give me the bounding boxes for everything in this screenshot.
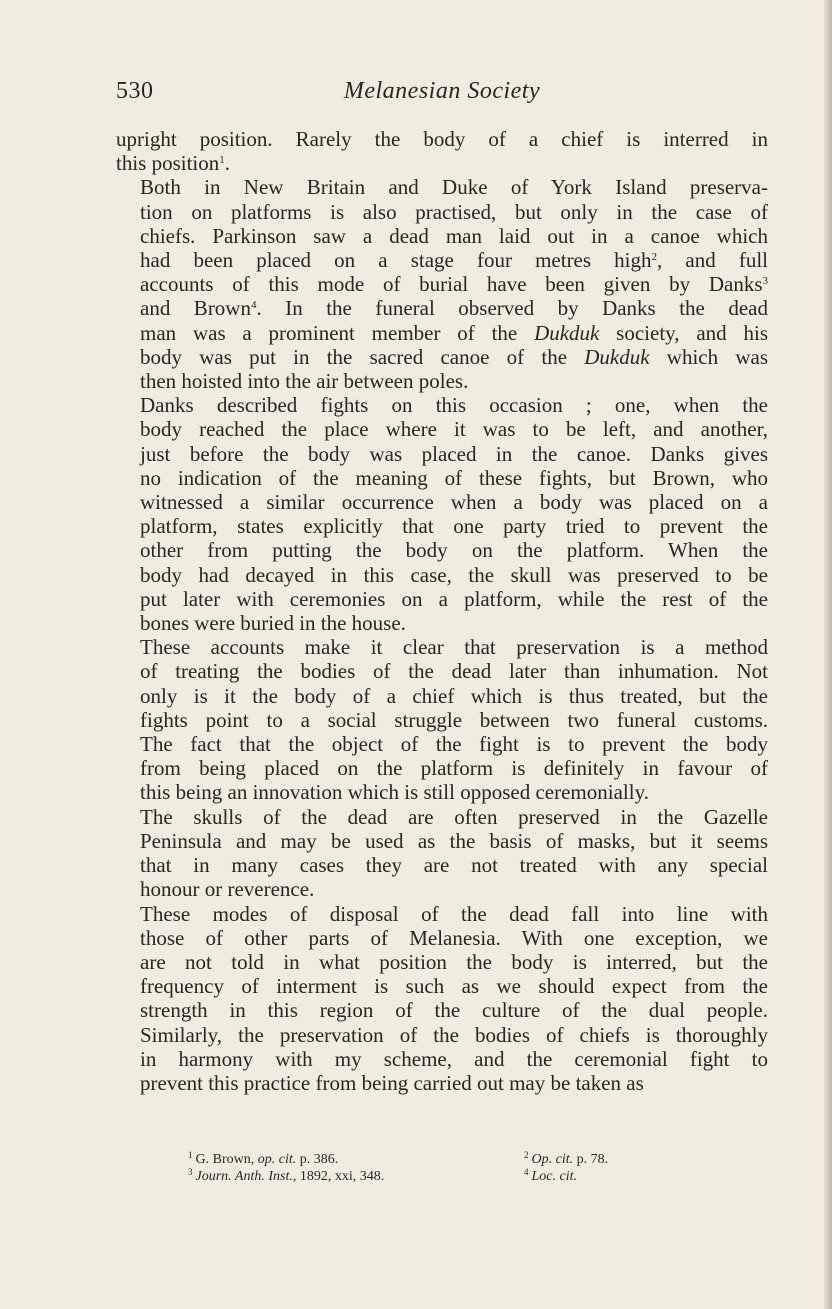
text-run: just before the body was placed in the canoe. Danks gives: [140, 441, 768, 466]
text-run: from being placed on the platform is definitely in favour of: [140, 756, 768, 781]
text-run: p. 78.: [573, 1152, 609, 1167]
paragraph-p5: [116, 805, 768, 902]
running-title: Melanesian Society: [343, 78, 541, 104]
text-run: G. Brown,: [195, 1152, 258, 1167]
text-line: [116, 829, 768, 853]
text-run: honour or reverence.: [140, 877, 315, 902]
text-run: this position: [116, 151, 220, 176]
text-run: which was: [649, 344, 768, 369]
page-edge-shadow: [824, 0, 832, 1309]
italic-term: Loc. cit.: [531, 1169, 577, 1184]
footnote-ref: 4: [250, 299, 257, 312]
text-run: frequency of interment is such as we should expect from the: [140, 974, 768, 999]
footnote-2: [524, 1151, 608, 1169]
text-run: society, and his: [599, 320, 768, 345]
text-run: These accounts make it clear that preservation is a method: [140, 635, 768, 660]
text-run: The skulls of the dead are often preserved in the Gazelle: [140, 804, 768, 829]
text-run: this being an innovation which is still opposed ceremonially.: [140, 780, 649, 805]
text-run: only is it the body of a chief which is thus treated, but the: [140, 683, 768, 708]
paragraph-p4: [116, 635, 768, 804]
footnote-mark: 2: [524, 1150, 529, 1160]
text-run: body had decayed in this case, the skull was preserved to be: [140, 562, 768, 587]
paragraph-p6: [116, 902, 768, 1096]
text-run: platform, states explicitly that one party tried to prevent the: [140, 514, 768, 539]
text-run: body reached the place where it was to be left, and another,: [140, 417, 768, 442]
body-text: [116, 127, 768, 1095]
text-run: accounts of this mode of burial have been given by Danks: [140, 272, 763, 297]
text-line: [116, 756, 768, 780]
text-line: [116, 393, 768, 417]
text-run: The fact that the object of the fight is to prevent the body: [140, 732, 768, 757]
text-run: man was a prominent member of the: [140, 320, 535, 345]
text-line: [116, 200, 768, 224]
text-line: [116, 684, 768, 708]
text-run: strength in this region of the culture of the dual people.: [140, 998, 768, 1023]
text-line: [116, 296, 768, 320]
text-run: are not told in what position the body is interred, but the: [140, 949, 768, 974]
text-run: Danks described fights on this occasion ; one, when the: [140, 393, 768, 418]
text-line: [116, 611, 768, 635]
text-run: prevent this practice from being carried out may be taken as: [140, 1070, 644, 1095]
text-run: . In the funeral observed by Danks the dead: [256, 296, 768, 321]
text-run: bones were buried in the house.: [140, 611, 406, 636]
text-line: [116, 587, 768, 611]
italic-term: op. cit.: [257, 1152, 297, 1167]
text-line: [116, 224, 768, 248]
text-line: [116, 490, 768, 514]
text-line: [116, 442, 768, 466]
italic-term: Dukduk: [584, 344, 650, 369]
text-run: upright position. Rarely the body of a chief is interred in: [116, 127, 768, 151]
footnote-mark: 4: [524, 1167, 529, 1177]
text-run: , and full: [657, 248, 768, 273]
text-line: [116, 974, 768, 998]
text-line: [116, 780, 768, 804]
text-line: [116, 272, 768, 296]
text-run: no indication of the meaning of these fights, but Brown, who: [140, 465, 768, 490]
italic-term: Op. cit.: [531, 1152, 574, 1167]
text-run: and Brown: [140, 296, 251, 321]
text-run: witnessed a similar occurrence when a body was placed on a: [140, 490, 768, 515]
footnote-ref: 3: [762, 275, 768, 288]
text-run: had been placed on a stage four metres high: [140, 248, 652, 273]
text-line: [116, 514, 768, 538]
text-line: [116, 926, 768, 950]
text-run: put later with ceremonies on a platform, while the rest of the: [140, 586, 768, 611]
text-run: These modes of disposal of the dead fall into line with: [140, 901, 768, 926]
footnote-4: [524, 1168, 577, 1186]
page-header: [116, 76, 768, 106]
text-line: [116, 1071, 768, 1095]
text-line: [116, 708, 768, 732]
text-run: tion on platforms is also practised, but only in the case of: [140, 199, 768, 224]
text-line: [116, 321, 768, 345]
paragraph-p2: [116, 175, 768, 393]
italic-term: Dukduk: [534, 320, 600, 345]
text-run: fights point to a social struggle between two funeral customs.: [140, 707, 768, 732]
text-run: those of other parts of Melanesia. With one exception, we: [140, 925, 768, 950]
text-line: [116, 248, 768, 272]
footnote-ref: 1: [219, 154, 225, 167]
text-run: , 1892, xxi, 348.: [292, 1169, 385, 1184]
text-line: [116, 732, 768, 756]
text-line: [116, 950, 768, 974]
footnote-1: [188, 1151, 338, 1169]
footnote-mark: 1: [188, 1150, 193, 1160]
footnote-ref: 2: [651, 251, 658, 264]
text-run: in harmony with my scheme, and the ceremonial fight to: [140, 1046, 768, 1071]
text-run: Similarly, the preservation of the bodies of chiefs is thoroughly: [140, 1022, 768, 1047]
text-line: [116, 151, 768, 175]
italic-term: Journ. Anth. Inst.: [195, 1169, 293, 1184]
text-line: [116, 853, 768, 877]
text-line: [116, 902, 768, 926]
text-line: [116, 805, 768, 829]
text-line: [116, 127, 768, 151]
text-line: [116, 1047, 768, 1071]
text-run: Both in New Britain and Duke of York Island preserva-: [140, 175, 768, 200]
text-run: body was put in the sacred canoe of the: [140, 344, 585, 369]
text-line: [116, 659, 768, 683]
text-line: [116, 1023, 768, 1047]
text-run: that in many cases they are not treated with any special: [140, 853, 768, 878]
text-line: [116, 998, 768, 1022]
text-run: chiefs. Parkinson saw a dead man laid out in a canoe which: [140, 223, 768, 248]
text-line: [116, 345, 768, 369]
paragraph-p1: [116, 127, 768, 175]
footnote-3: [188, 1168, 384, 1186]
text-line: [116, 175, 768, 199]
text-run: .: [224, 151, 231, 176]
text-line: [116, 635, 768, 659]
footnote-mark: 3: [188, 1167, 193, 1177]
text-line: [116, 538, 768, 562]
text-run: then hoisted into the air between poles.: [140, 369, 469, 394]
page-number: 530: [116, 78, 154, 104]
text-run: Peninsula and may be used as the basis of masks, but it seems: [140, 828, 768, 853]
text-run: other from putting the body on the platform. When the: [140, 538, 768, 563]
text-run: p. 386.: [296, 1152, 339, 1167]
paragraph-p3: [116, 393, 768, 635]
text-run: of treating the bodies of the dead later than inhumation. Not: [140, 659, 768, 684]
text-line: [116, 369, 768, 393]
text-line: [116, 466, 768, 490]
text-line: [116, 563, 768, 587]
text-line: [116, 877, 768, 901]
text-line: [116, 417, 768, 441]
